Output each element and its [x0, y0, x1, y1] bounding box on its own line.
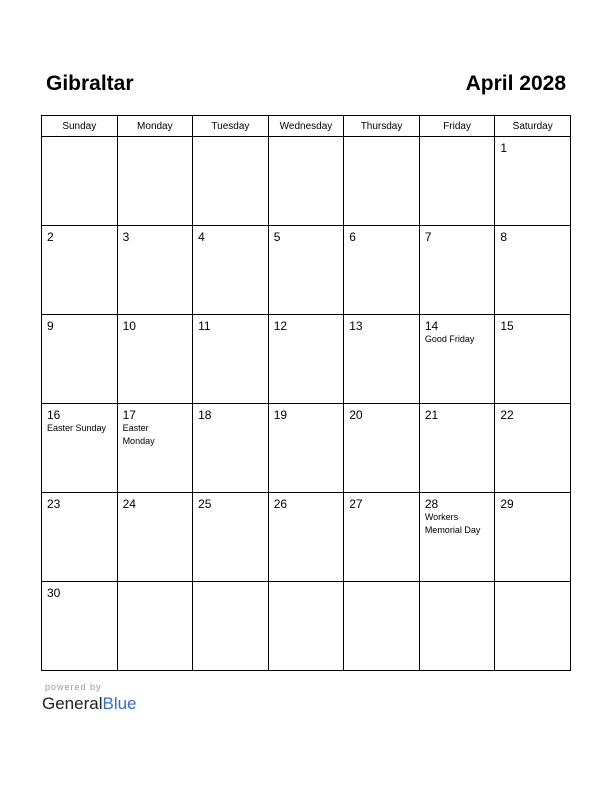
- calendar-day-cell: [268, 137, 344, 226]
- day-number: 16: [47, 408, 61, 422]
- day-number: 21: [424, 408, 439, 422]
- calendar-day-cell: [344, 404, 420, 493]
- day-number: 8: [500, 230, 508, 244]
- day-number: 25: [198, 497, 212, 511]
- calendar-day-cell: [419, 137, 495, 226]
- weekday-header: Friday: [419, 116, 495, 137]
- weekday-header: Tuesday: [193, 116, 269, 137]
- holiday-label: Good Friday: [424, 334, 475, 344]
- weekday-header: Wednesday: [268, 116, 344, 137]
- day-number: 28: [424, 497, 439, 511]
- calendar-day-cell: [495, 226, 571, 315]
- calendar-day-cell: [419, 582, 495, 671]
- calendar-day-cell: [495, 404, 571, 493]
- day-number: 13: [349, 319, 363, 333]
- day-number: 27: [349, 497, 363, 511]
- day-number: 3: [122, 230, 130, 244]
- calendar-body: [42, 137, 571, 671]
- calendar-day-cell: [117, 493, 193, 582]
- day-number: 10: [122, 319, 136, 333]
- calendar-day-cell: [419, 226, 495, 315]
- calendar-day-cell: [344, 137, 420, 226]
- calendar-day-cell: [344, 582, 420, 671]
- calendar-day-cell: [193, 582, 269, 671]
- weekday-header-row: [42, 116, 571, 137]
- holiday-label: Monday: [122, 436, 155, 446]
- calendar-day-cell: [117, 582, 193, 671]
- calendar-day-cell: [268, 582, 344, 671]
- calendar-day-cell: [419, 493, 495, 582]
- calendar-day-cell: [419, 315, 495, 404]
- holiday-label: Workers: [424, 512, 459, 522]
- calendar-day-cell: [495, 315, 571, 404]
- day-number: 12: [273, 319, 288, 333]
- calendar-week-row: [42, 493, 571, 582]
- powered-by-label: powered by: [45, 682, 102, 692]
- calendar-country-title: Gibraltar: [46, 72, 134, 95]
- holiday-label: Easter: [122, 423, 149, 433]
- day-number: 22: [500, 408, 514, 422]
- day-number: 26: [273, 497, 288, 511]
- calendar-week-row: [42, 226, 571, 315]
- calendar-day-cell: [268, 404, 344, 493]
- day-number: 17: [122, 408, 136, 422]
- day-number: 20: [349, 408, 363, 422]
- day-number: 29: [500, 497, 514, 511]
- calendar-day-cell: [268, 226, 344, 315]
- day-number: 18: [198, 408, 212, 422]
- day-number: 4: [198, 230, 205, 244]
- day-number: 14: [424, 319, 439, 333]
- calendar-day-cell: [193, 137, 269, 226]
- calendar-day-cell: [495, 493, 571, 582]
- day-number: 23: [47, 497, 61, 511]
- calendar-day-cell: [268, 315, 344, 404]
- day-number: 2: [47, 230, 54, 244]
- calendar-week-row: [42, 315, 571, 404]
- calendar-day-cell: [495, 137, 571, 226]
- calendar-day-cell: [495, 582, 571, 671]
- calendar-day-cell: [268, 493, 344, 582]
- day-number: 30: [47, 586, 61, 600]
- weekday-header: Thursday: [344, 116, 420, 137]
- calendar-day-cell: [42, 315, 118, 404]
- day-number: 15: [500, 319, 514, 333]
- calendar-day-cell: [42, 493, 118, 582]
- calendar-day-cell: [42, 582, 118, 671]
- weekday-header: Monday: [117, 116, 193, 137]
- calendar-day-cell: [42, 226, 118, 315]
- calendar-day-cell: [42, 404, 118, 493]
- calendar-day-cell: [344, 493, 420, 582]
- weekday-header: Saturday: [495, 116, 571, 137]
- calendar-week-row: [42, 582, 571, 671]
- weekday-header: Sunday: [42, 116, 118, 137]
- day-number: 6: [349, 230, 356, 244]
- brand-general-text: General: [42, 694, 103, 713]
- calendar-day-cell: [193, 493, 269, 582]
- calendar-day-cell: [117, 226, 193, 315]
- holiday-label: Easter Sunday: [47, 423, 107, 433]
- day-number: 11: [198, 319, 211, 333]
- calendar-day-cell: [193, 404, 269, 493]
- generalblue-logo: [42, 694, 137, 714]
- calendar-day-cell: [117, 404, 193, 493]
- calendar-week-row: [42, 404, 571, 493]
- calendar-grid: [41, 115, 571, 671]
- calendar-day-cell: [344, 315, 420, 404]
- calendar-day-cell: [42, 137, 118, 226]
- calendar-day-cell: [344, 226, 420, 315]
- calendar-day-cell: [117, 137, 193, 226]
- calendar-day-cell: [193, 226, 269, 315]
- calendar-day-cell: [193, 315, 269, 404]
- day-number: 24: [122, 497, 136, 511]
- day-number: 19: [273, 408, 288, 422]
- day-number: 5: [273, 230, 281, 244]
- calendar-week-row: [42, 137, 571, 226]
- day-number: 1: [500, 141, 508, 155]
- brand-blue-text: Blue: [102, 694, 137, 713]
- calendar-day-cell: [419, 404, 495, 493]
- day-number: 7: [424, 230, 432, 244]
- day-number: 9: [47, 319, 54, 333]
- calendar-day-cell: [117, 315, 193, 404]
- calendar-month-title: April 2028: [465, 72, 566, 95]
- holiday-label: Memorial Day: [424, 525, 481, 535]
